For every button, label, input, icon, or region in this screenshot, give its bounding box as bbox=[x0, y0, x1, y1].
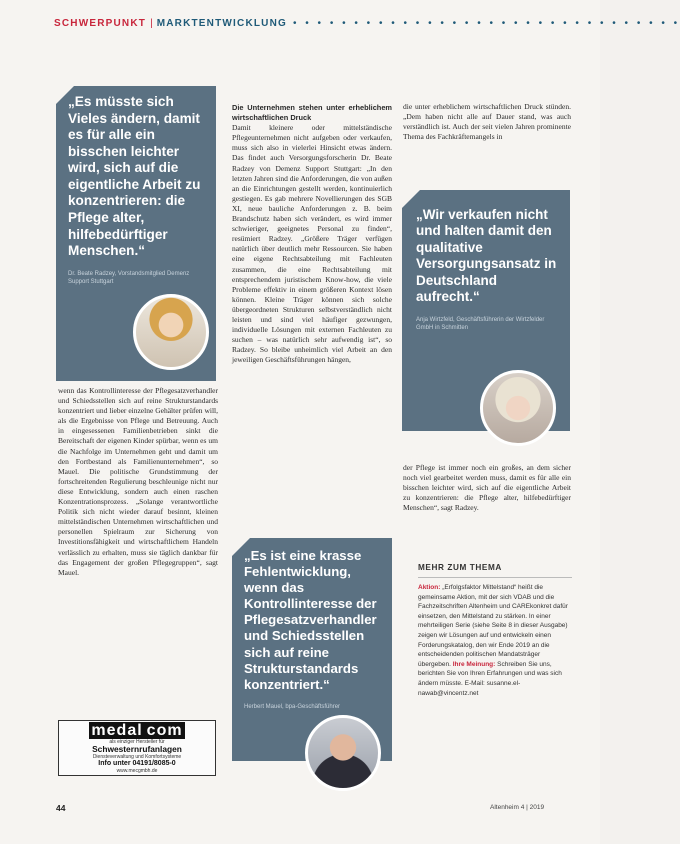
page-header bbox=[54, 14, 680, 32]
ad-subline: Diensteverwaltung und Komfortsysteme bbox=[92, 754, 182, 760]
pull-quote-caption: Herbert Mauel, bpa-Geschäftsführer bbox=[244, 703, 341, 710]
pull-quote-text: „Es müsste sich Vieles ändern, damit es für alle ein bisschen leichter wird, sich auf die eigentliche Arbeit zu konzentrieren: die Pflege alter, hilfebedürftiger Menschen.“ bbox=[68, 94, 201, 259]
ad-product: Schwesternrufanlagen bbox=[92, 744, 182, 754]
article-column-3-top bbox=[403, 102, 571, 142]
article-paragraph: der Pflege ist immer noch ein großes, an dem sicher noch viel gearbeitet werden muss, damit es für alle ein bisschen leichter wird, sich auf die eigentliche Arbeit zu konzentrieren: die Pflege alter, hilfebedürftiger Menschen“, sagt Radzey. bbox=[403, 463, 571, 513]
ad-tagline: als einziger Hersteller für bbox=[109, 739, 165, 745]
sidebar-title: MEHR ZUM THEMA bbox=[418, 563, 572, 578]
sidebar-body bbox=[418, 583, 572, 698]
pull-quote-caption: Dr. Beate Radzey, Vorstandsmitglied Demenz Support Stuttgart bbox=[68, 270, 190, 286]
aktion-label: Aktion: bbox=[418, 584, 441, 591]
magazine-issue: Altenheim 4 | 2019 bbox=[490, 804, 545, 811]
article-subheading: Die Unternehmen stehen unter erheblichem wirtschaftlichen Druck bbox=[232, 103, 392, 123]
header-separator: | bbox=[150, 17, 153, 29]
pull-quote-text: „Wir verkaufen nicht und halten damit den qualitative Versorgungsansatz in Deutschland aufrecht.“ bbox=[416, 207, 557, 305]
ad-phone: Info unter 04191/8085-0 bbox=[98, 760, 176, 767]
header-dots: • • • • • • • • • • • • • • • • • • • • • • • • • • • • • • • • bbox=[293, 17, 680, 29]
pull-quote-text: „Es ist eine krasse Fehlentwicklung, wenn das Kontrollinteresse der Pflegesatzverhandler und Schiedsstellen sich auf reine Strukturstandards konzentriert.“ bbox=[244, 548, 377, 692]
portrait-mauel bbox=[305, 715, 381, 791]
article-column-1 bbox=[58, 386, 218, 578]
article-paragraph: wenn das Kontrollinteresse der Pflegesatzverhandler und Schiedsstellen sich auf reine Strukturstandards konzentriert und lieber einzelne Gehälter prüfen will, als die Ergebnisse von Pflege und Betreuung. Auch in eingesessenen Familienbetrieben sinkt die Bereitschaft der eigenen Kinder spürbar, wenn es um die Nachfolge im Unternehmen geht und damit um den Fortbestand als Familienunternehmen“, so Mauel. Die politische Grundstimmung der fortschreitenden Regulierung beschleunige nicht nur diese Entwicklung, sondern auch einen raschen Konzentrationsprozess. „Solange verantwortliche Politik sich nicht wieder darauf besinnt, kleinen mittelständischen Unternehmen wirtschaftlichen und personellen Spielraum zur Sicherung von Investitionsfähigkeit und wirtschaftlichem Handeln verlässlich zu erhalten, muss sie täglich dankbar für das Engagement der großen Pflegegruppen“, sagt Mauel. bbox=[58, 386, 218, 577]
section-label: SCHWERPUNKT bbox=[54, 17, 147, 29]
quote-corner-notch bbox=[402, 190, 420, 208]
article-paragraph: die unter erheblichem wirtschaftlichen Druck stünden. „Dem haben nicht alle auf Dauer stand, was auch verständlich ist. Auch der seit vielen Jahren prominente Thema des Fachkräftemangels in bbox=[403, 102, 571, 142]
article-paragraph: Damit kleinere oder mittelständische Pflegeunternehmen nicht aufgeben oder verkaufen, muss sich also in vielerlei Hinsicht etwas ändern. Das findet auch Versorgungsforscherin Dr. Beate Radzey von Demenz Support Stuttgart: „In den letzten Jahren sind die Anforderungen, die von außen an die Einrichtungen gestellt werden, kontinuierlich gestiegen. Es gab mehrere Novellierungen des SGB XI, neue bauliche Anforderungen z. B. beim Brandschutz haben sich verändert, es wird immer schwieriger, geeignetes Personal zu finden“, resümiert Radzey. „Größere Träger verfügen natürlich über deutlich mehr Ressourcen. Sie haben eine eigene Rechtsabteilung mit Fachleuten zusammen, die eine Rechtsabteilung mit entsprechendem juristischem Know-how, die viele Probleme effektiv in einem größeren Kontext lösen können. Kleine Träger können sich solche übergeordneten Strukturen selbstverständlich nicht leisten und sind viel häufiger gezwungen, individuelle Lösungen mit externen Fachleuten zu suchen – was natürlich sehr aufwendig ist“, so Radzey. So bleibe unheimlich viel Arbeit an den jeweiligen Geschäftsführungen hängen, bbox=[232, 123, 392, 365]
pull-quote-caption: Anja Wirtzfeld, Geschäftsführerin der Wirtzfelder GmbH in Schmitten bbox=[416, 316, 545, 332]
meinung-label: Ihre Meinung: bbox=[452, 660, 496, 668]
quote-corner-notch bbox=[232, 538, 250, 556]
sidebar-more-on-topic bbox=[418, 563, 572, 698]
advertisement-box[interactable] bbox=[58, 720, 216, 776]
portrait-radzey bbox=[133, 294, 209, 370]
article-column-2 bbox=[232, 103, 392, 365]
ad-website[interactable]: www.mecgmbh.de bbox=[116, 768, 158, 774]
meinung-text[interactable]: Schreiben Sie uns, berichten Sie von Ihren Erfahrungen und was sich ändern müsste. E-Mail: susanne.el-nawab@vincentz.net bbox=[418, 660, 562, 697]
quote-corner-notch bbox=[56, 86, 74, 104]
page-number: 44 bbox=[56, 803, 66, 813]
topic-label: MARKTENTWICKLUNG bbox=[156, 17, 287, 29]
portrait-wirtzfeld bbox=[480, 370, 556, 446]
aktion-text: „Erfolgsfaktor Mittelstand“ heißt die gemeinsame Aktion, mit der sich VDAB und die Fachzeitschriften Altenheim und CAREkonkret dafür einsetzen, den Mittelstand zu stärken. In einer mehrteiligen Serie (siehe Seite 8 in dieser Ausgabe) zeigen wir Lösungen auf und entwickeln einen Forderungskatalog, den wir Ende 2019 an die entscheidenden politischen Mandatsträger übergeben. bbox=[418, 584, 568, 668]
advertiser-logo: medal com bbox=[91, 722, 183, 739]
article-column-3-bottom bbox=[403, 463, 571, 513]
